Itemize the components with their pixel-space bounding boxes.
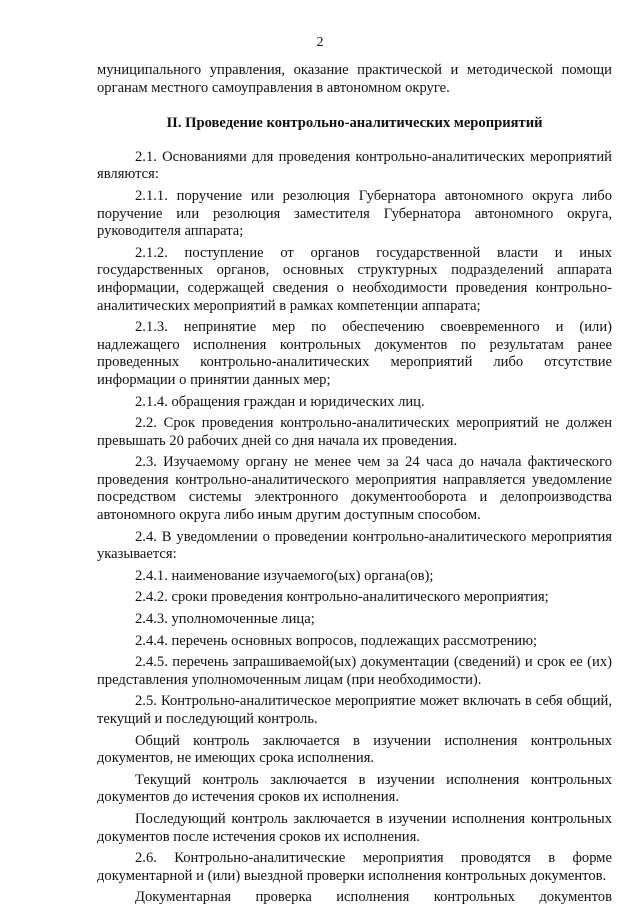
paragraph-2-4-1: 2.4.1. наименование изучаемого(ых) органа(ов);: [135, 567, 434, 584]
paragraph-2-4-3: 2.4.3. уполномоченные лица;: [135, 611, 315, 628]
paragraph-2-4-2: 2.4.2. сроки проведения контрольно-аналитического мероприятия;: [135, 589, 549, 606]
paragraph-2-4-5: 2.4.5. перечень запрашиваемой(ых) документации (сведений) и срок ее (их) представления уполномоченным лицам (при необходимости).: [97, 654, 612, 688]
paragraph-2-2: 2.2. Срок проведения контрольно-аналитических мероприятий не должен превышать 20 рабочих дней со дня начала их проведения.: [97, 415, 612, 449]
paragraph-2-1-2: 2.1.2. поступление от органов государственной власти и иных государственных органов, основных структурных подразделений аппарата информации, содержащей сведения о необходимости проведения контрольно-аналитических мероприятий в рамках компетенции аппарата;: [97, 244, 612, 314]
paragraph-2-1-3: 2.1.3. непринятие мер по обеспечению своевременного и (или) надлежащего исполнения контрольных документов по результатам ранее проведенных контрольно-аналитических мероприятий либо отсутствие информации о принятии данных мер;: [97, 319, 612, 388]
intro-paragraph: муниципального управления, оказание практической и методической помощи органам местного самоуправления в автономном округе.: [97, 62, 612, 96]
paragraph-documentary-check: Документарная проверка исполнения контрольных документов: [135, 889, 612, 906]
paragraph-2-1: 2.1. Основаниями для проведения контрольно-аналитических мероприятий являются:: [97, 148, 612, 183]
paragraph-2-3: 2.3. Изучаемому органу не менее чем за 24 часа до начала фактического проведения контрольно-аналитического мероприятия направляется уведомление посредством системы электронного документооборота и делопроизводства автономного округа либо иным другим доступным способом.: [97, 454, 612, 524]
paragraph-2-6: 2.6. Контрольно-аналитические мероприятия проводятся в форме документарной и (или) выездной проверки исполнения контрольных документов.: [97, 850, 612, 884]
paragraph-subsequent-control: Последующий контроль заключается в изучении исполнения контрольных документов после истечения сроков их исполнения.: [97, 810, 612, 845]
paragraph-current-control: Текущий контроль заключается в изучении исполнения контрольных документов до истечения сроков их исполнения.: [97, 771, 612, 806]
section-title: II. Проведение контрольно-аналитических мероприятий: [166, 115, 543, 132]
paragraph-2-5: 2.5. Контрольно-аналитическое мероприятие может включать в себя общий, текущий и последующий контроль.: [97, 693, 612, 727]
paragraph-2-4: 2.4. В уведомлении о проведении контрольно-аналитического мероприятия указывается:: [97, 528, 612, 563]
paragraph-2-1-4: 2.1.4. обращения граждан и юридических лиц.: [135, 393, 425, 410]
paragraph-general-control: Общий контроль заключается в изучении исполнения контрольных документов, не имеющих срока исполнения.: [97, 732, 612, 767]
page-number: 2: [316, 35, 324, 50]
paragraph-2-4-4: 2.4.4. перечень основных вопросов, подлежащих рассмотрению;: [135, 632, 538, 649]
paragraph-2-1-1: 2.1.1. поручение или резолюция Губернатора автономного округа либо поручение или резолюция заместителя Губернатора автономного округа, руководителя аппарата;: [97, 187, 612, 240]
